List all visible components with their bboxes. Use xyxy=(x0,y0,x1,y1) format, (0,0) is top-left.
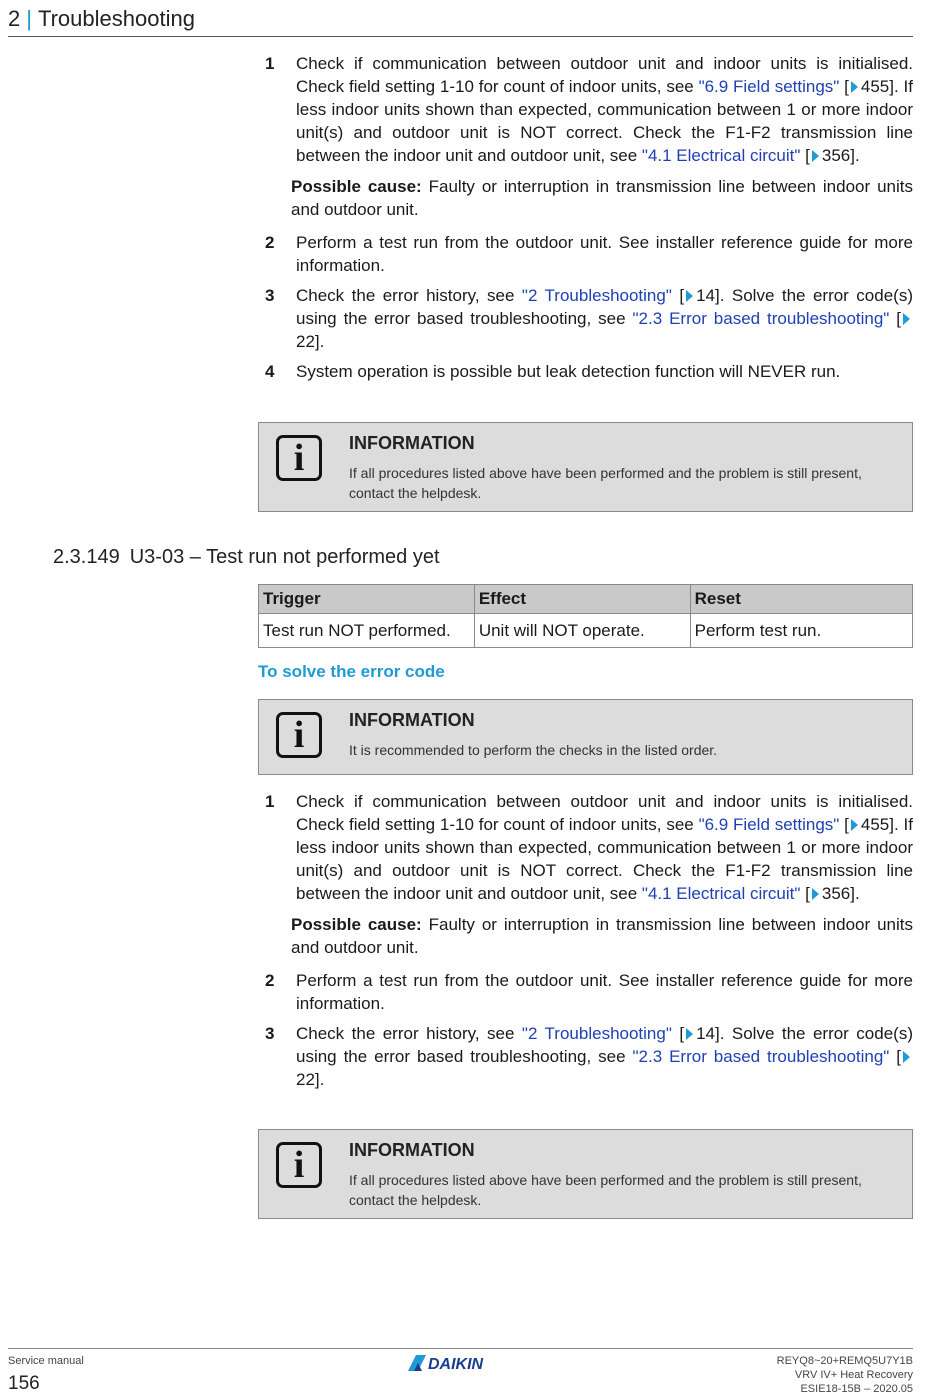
column-header: Reset xyxy=(690,585,912,614)
step-text: . Solve the error code(s) using the error based troubleshooting, see xyxy=(296,286,913,328)
link-error-based-troubleshooting[interactable]: "2.3 Error based troubleshooting" xyxy=(632,1047,890,1066)
step-1: 1 Check if communication between outdoor unit and indoor units is initialised. Check field setting 1-10 for count of indoor units, see "6.9 Field settings" [ 455]. If less indoor units shown than expected, communication between 1 or more indoor unit(s) and outdoor unit is NOT correct. Check the F1-F2 transmission line between the indoor unit and outdoor unit, see "4.1 Electrical circuit" [ 356]. xyxy=(265,54,913,165)
page-ref: 22 xyxy=(296,332,315,351)
header-separator: | xyxy=(26,6,32,31)
step-3: 3 Check the error history, see "2 Troubleshooting" [ 14]. Solve the error code(s) using the error based troubleshooting, see "2.3 Error based troubleshooting" [22]. xyxy=(265,1024,913,1089)
step-text: Check if communication between outdoor unit and indoor units is initialised. Check field setting 1-10 for count of indoor units, see xyxy=(296,792,913,834)
info-text: It is recommended to perform the checks in the listed order. xyxy=(349,742,718,758)
chapter-number: 2 xyxy=(8,6,21,31)
section-title: U3-03 – Test run not performed yet xyxy=(129,546,440,568)
page-ref-arrow-icon xyxy=(851,819,858,831)
footer-meta xyxy=(777,1354,913,1396)
info-text: If all procedures listed above have been performed and the problem is still present, contact the helpdesk. xyxy=(349,1172,862,1208)
column-header: Effect xyxy=(474,585,690,614)
step-text: Perform a test run from the outdoor unit. See installer reference guide for more information. xyxy=(296,233,913,275)
step-text: Perform a test run from the outdoor unit. See installer reference guide for more information. xyxy=(296,971,913,1013)
possible-cause xyxy=(258,175,913,221)
step-2 xyxy=(258,231,913,277)
link-error-based-troubleshooting[interactable]: "2.3 Error based troubleshooting" xyxy=(632,309,890,328)
document-type: Service manual xyxy=(8,1355,84,1367)
link-troubleshooting[interactable]: "2 Troubleshooting" xyxy=(521,286,672,305)
page-number: 156 xyxy=(8,1373,40,1394)
possible-cause xyxy=(258,913,913,959)
page-ref-arrow-icon xyxy=(812,150,819,162)
page-ref-arrow-icon xyxy=(812,888,819,900)
step-text: System operation is possible but leak detection function will NEVER run. xyxy=(296,362,841,381)
page-ref-arrow-icon xyxy=(686,290,693,302)
page-ref-arrow-icon xyxy=(851,81,858,93)
cause-text: Faulty or interruption in transmission line between indoor units and outdoor unit. xyxy=(291,915,913,957)
page-ref: 356 xyxy=(821,884,851,903)
page-ref: 455 xyxy=(860,815,890,834)
info-title: INFORMATION xyxy=(349,1140,475,1160)
chapter-title: Troubleshooting xyxy=(37,6,195,31)
document-code: ESIE18-15B – 2020.05 xyxy=(800,1383,913,1395)
column-header: Trigger xyxy=(259,585,475,614)
daikin-logo-text: DAIKIN xyxy=(428,1356,484,1373)
step-text: . If less indoor units shown than expected, communication between 1 or more indoor unit(s) and outdoor unit is NOT correct. Check the F1-F2 transmission line between the indoor unit and outdoor unit, see xyxy=(296,77,913,165)
info-icon: i xyxy=(276,1142,322,1188)
procedure-list-2 xyxy=(258,790,913,1091)
step-text: Check if communication between outdoor unit and indoor units is initialised. Check field setting 1-10 for count of indoor units, see xyxy=(296,54,913,96)
step-3: 3 Check the error history, see "2 Troubleshooting" [ 14]. Solve the error code(s) using the error based troubleshooting, see "2.3 Error based troubleshooting" [22]. xyxy=(265,286,913,351)
page-ref: 356 xyxy=(821,146,851,165)
step-number: 2 xyxy=(265,971,275,990)
section-heading xyxy=(53,546,440,569)
link-electrical-circuit[interactable]: "4.1 Electrical circuit" xyxy=(641,146,801,165)
step-text: Check the error history, see xyxy=(296,286,522,305)
solve-heading: To solve the error code xyxy=(258,662,445,681)
step-text: . If less indoor units shown than expected, communication between 1 or more indoor unit(s) and outdoor unit is NOT correct. Check the F1-F2 transmission line between the indoor unit and outdoor unit, see xyxy=(296,815,913,903)
page-ref: 14 xyxy=(696,286,715,305)
info-title: INFORMATION xyxy=(349,433,475,453)
step-number: 1 xyxy=(265,54,275,73)
table-cell: Perform test run. xyxy=(690,614,912,648)
link-field-settings[interactable]: "6.9 Field settings" xyxy=(698,815,840,834)
step-number: 4 xyxy=(265,362,275,381)
info-text: If all procedures listed above have been performed and the problem is still present, contact the helpdesk. xyxy=(349,465,862,501)
section-number: 2.3.149 xyxy=(53,546,120,568)
step-number: 3 xyxy=(265,1024,275,1043)
cause-text: Faulty or interruption in transmission line between indoor units and outdoor unit. xyxy=(291,177,913,219)
info-icon: i xyxy=(276,435,322,481)
page-header xyxy=(8,4,913,37)
link-electrical-circuit[interactable]: "4.1 Electrical circuit" xyxy=(641,884,801,903)
step-text: Check the error history, see xyxy=(296,1024,522,1043)
table-cell: Test run NOT performed. xyxy=(259,614,475,648)
step-2 xyxy=(258,969,913,1015)
information-box xyxy=(258,699,913,775)
link-field-settings[interactable]: "6.9 Field settings" xyxy=(698,77,840,96)
info-icon: i xyxy=(276,712,322,758)
step-number: 2 xyxy=(265,233,275,252)
table-row xyxy=(259,614,913,648)
cause-label: Possible cause: xyxy=(291,177,422,196)
information-box xyxy=(258,422,913,512)
daikin-logo xyxy=(408,1353,512,1373)
page-ref: 14 xyxy=(696,1024,715,1043)
procedure-list-1 xyxy=(258,52,913,383)
step-number: 1 xyxy=(265,792,275,811)
step-1: 1 Check if communication between outdoor unit and indoor units is initialised. Check field setting 1-10 for count of indoor units, see "6.9 Field settings" [ 455]. If less indoor units shown than expected, communication between 1 or more indoor unit(s) and outdoor unit is NOT correct. Check the F1-F2 transmission line between the indoor unit and outdoor unit, see "4.1 Electrical circuit" [ 356]. xyxy=(265,792,913,903)
step-4 xyxy=(258,360,913,383)
trigger-effect-reset-table xyxy=(258,584,913,648)
link-troubleshooting[interactable]: "2 Troubleshooting" xyxy=(521,1024,672,1043)
page-ref-arrow-icon xyxy=(903,1051,910,1063)
information-box xyxy=(258,1129,913,1219)
table-header-row xyxy=(259,585,913,614)
page-ref-arrow-icon xyxy=(686,1028,693,1040)
cause-label: Possible cause: xyxy=(291,915,422,934)
step-number: 3 xyxy=(265,286,275,305)
page-ref: 22 xyxy=(296,1070,315,1089)
model-code: REYQ8~20+REMQ5U7Y1B xyxy=(776,1355,913,1367)
table-cell: Unit will NOT operate. xyxy=(474,614,690,648)
page-ref: 455 xyxy=(860,77,890,96)
product-name: VRV IV+ Heat Recovery xyxy=(794,1369,913,1381)
info-title: INFORMATION xyxy=(349,710,475,730)
page-ref-arrow-icon xyxy=(903,313,910,325)
step-text: . Solve the error code(s) using the error based troubleshooting, see xyxy=(296,1024,913,1066)
page-footer xyxy=(8,1348,913,1395)
